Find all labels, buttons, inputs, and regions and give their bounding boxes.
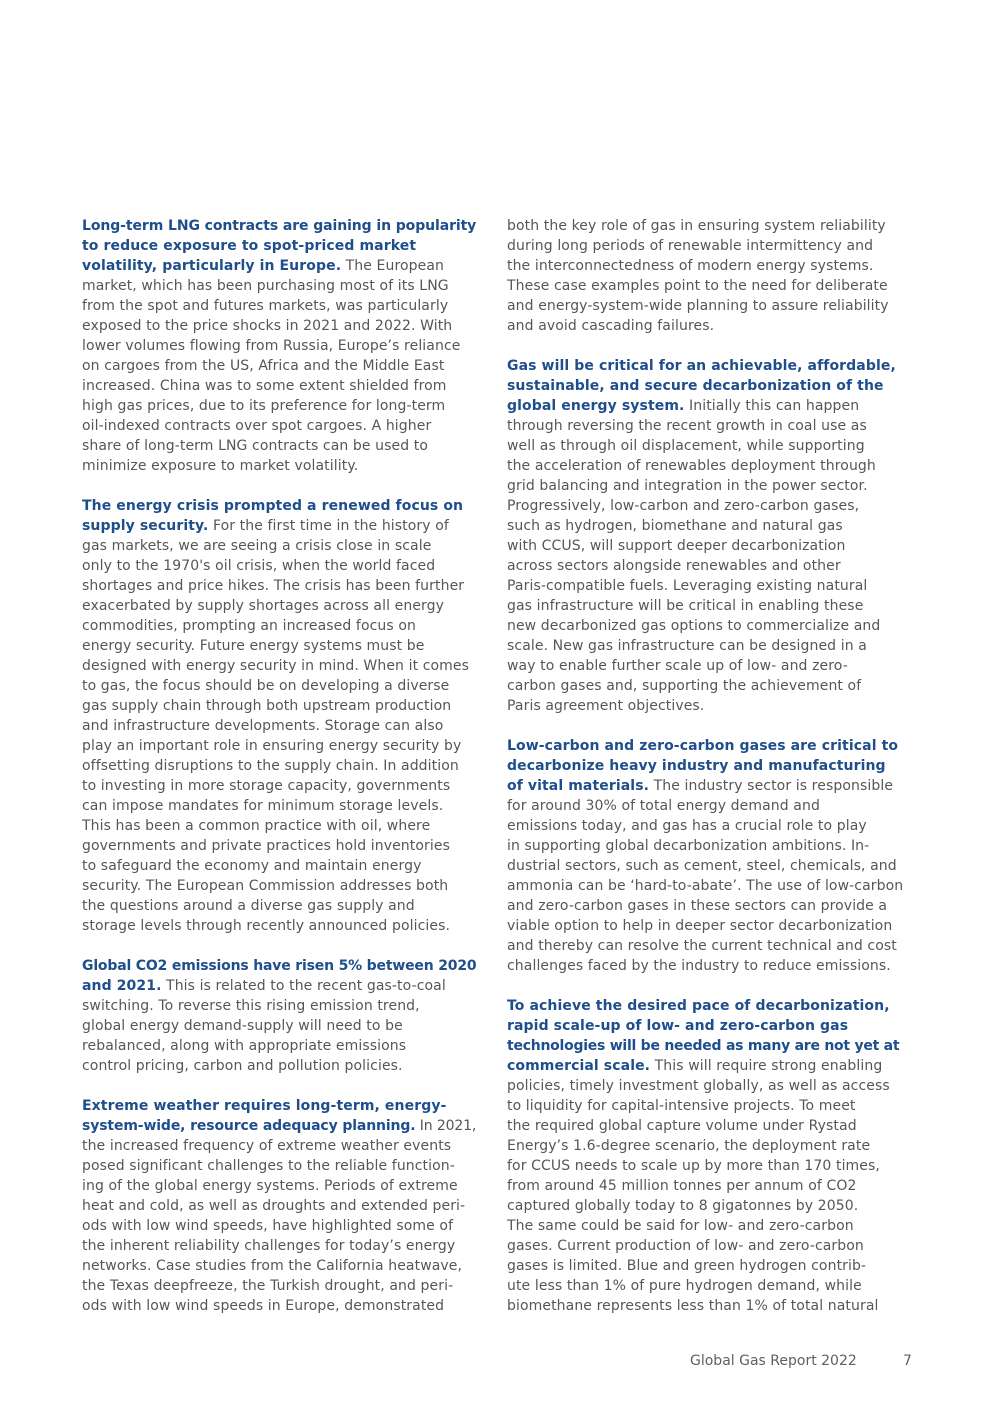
body-text: These case examples point to the need for deliberate <box>507 278 888 294</box>
text-line <box>82 1056 484 1076</box>
text-line <box>507 1076 907 1096</box>
text-line <box>82 896 484 916</box>
body-text: such as hydrogen, biomethane and natural gas <box>507 518 843 534</box>
text-line <box>507 496 907 516</box>
body-text: the inherent reliability challenges for today’s energy <box>82 1238 456 1254</box>
text-line <box>507 296 907 316</box>
text-line <box>82 216 484 236</box>
body-text: energy security. Future energy systems must be <box>82 638 425 654</box>
body-text: Energy’s 1.6-degree scenario, the deployment rate <box>507 1138 871 1154</box>
body-text: well as through oil displacement, while supporting <box>507 438 865 454</box>
paragraph <box>507 356 907 716</box>
body-text: for around 30% of total energy demand and <box>507 798 820 814</box>
text-line <box>507 1156 907 1176</box>
text-line <box>82 1096 484 1116</box>
paragraph-gap <box>82 1076 484 1096</box>
body-text: the required global capture volume under Rystad <box>507 1118 857 1134</box>
paragraph-lead: rapid scale-up of low- and zero-carbon gas <box>507 1018 849 1034</box>
paragraph-lead: to reduce exposure to spot-priced market <box>82 238 417 254</box>
text-line <box>82 596 484 616</box>
paragraph-lead: system-wide, resource adequacy planning. <box>82 1118 416 1134</box>
text-line <box>507 636 907 656</box>
body-text: across sectors alongside renewables and other <box>507 558 841 574</box>
text-line <box>82 376 484 396</box>
body-text: market, which has been purchasing most of its LNG <box>82 278 449 294</box>
text-line <box>82 496 484 516</box>
body-text: and infrastructure developments. Storage can also <box>82 718 444 734</box>
paragraph-gap <box>82 936 484 956</box>
body-text: scale. New gas infrastructure can be designed in a <box>507 638 867 654</box>
text-line <box>82 536 484 556</box>
body-text: on cargoes from the US, Africa and the Middle East <box>82 358 445 374</box>
text-line <box>82 716 484 736</box>
text-line <box>82 696 484 716</box>
text-line <box>507 856 907 876</box>
text-line <box>507 1216 907 1236</box>
paragraph-lead: and 2021. <box>82 978 162 994</box>
page-number: 7 <box>903 1353 912 1369</box>
body-text: from the spot and futures markets, was particularly <box>82 298 449 314</box>
text-line <box>82 316 484 336</box>
text-line <box>507 316 907 336</box>
text-line <box>82 1236 484 1256</box>
body-text: gases. Current production of low- and zero-carbon <box>507 1238 864 1254</box>
body-text: In 2021, <box>415 1118 477 1134</box>
body-text: commodities, prompting an increased focus on <box>82 618 416 634</box>
text-line <box>507 916 907 936</box>
text-line <box>82 656 484 676</box>
text-line <box>507 476 907 496</box>
text-line <box>82 1036 484 1056</box>
text-line <box>507 876 907 896</box>
text-line <box>82 756 484 776</box>
body-text: to gas, the focus should be on developing a diverse <box>82 678 450 694</box>
footer-report-title: Global Gas Report 2022 <box>690 1353 857 1369</box>
body-text: shortages and price hikes. The crisis has been further <box>82 578 465 594</box>
body-text: new decarbonized gas options to commercialize and <box>507 618 881 634</box>
body-text: and energy-system-wide planning to assure reliability <box>507 298 889 314</box>
body-text: policies, timely investment globally, as well as access <box>507 1078 890 1094</box>
body-text: ing of the global energy systems. Periods of extreme <box>82 1178 458 1194</box>
body-text: This has been a common practice with oil, where <box>82 818 431 834</box>
body-text: heat and cold, as well as droughts and extended peri- <box>82 1198 466 1214</box>
paragraph <box>507 216 907 336</box>
body-text: to liquidity for capital-intensive projects. To meet <box>507 1098 856 1114</box>
paragraph <box>82 956 484 1076</box>
body-text: This is related to the recent gas-to-coal <box>161 978 446 994</box>
paragraph-lead: volatility, particularly in Europe. <box>82 258 342 274</box>
text-line <box>507 1056 907 1076</box>
body-text: the interconnectedness of modern energy systems. <box>507 258 874 274</box>
text-line <box>82 916 484 936</box>
paragraph-lead: supply security. <box>82 518 209 534</box>
text-line <box>507 896 907 916</box>
body-text: Initially this can happen <box>684 398 860 414</box>
text-line <box>507 436 907 456</box>
body-text: This will require strong enabling <box>650 1058 883 1074</box>
body-text: high gas prices, due to its preference for long-term <box>82 398 446 414</box>
text-line <box>82 976 484 996</box>
text-line <box>507 1096 907 1116</box>
body-text: gas markets, we are seeing a crisis close in scale <box>82 538 432 554</box>
paragraph-gap <box>507 336 907 356</box>
text-line <box>82 1216 484 1236</box>
paragraph <box>507 996 907 1316</box>
text-line <box>82 416 484 436</box>
body-text: ammonia can be ‘hard-to-abate’. The use of low-carbon <box>507 878 904 894</box>
text-line <box>507 696 907 716</box>
text-line <box>507 836 907 856</box>
paragraph-lead: of vital materials. <box>507 778 650 794</box>
text-line <box>82 1176 484 1196</box>
body-text: and thereby can resolve the current technical and cost <box>507 938 897 954</box>
body-text: storage levels through recently announced policies. <box>82 918 451 934</box>
text-line <box>82 436 484 456</box>
text-line <box>507 536 907 556</box>
text-line <box>82 516 484 536</box>
paragraph-lead: global energy system. <box>507 398 685 414</box>
text-line <box>82 276 484 296</box>
text-line <box>507 576 907 596</box>
text-line <box>82 1256 484 1276</box>
body-text: ods with low wind speeds, have highlighted some of <box>82 1218 454 1234</box>
text-line <box>82 816 484 836</box>
text-line <box>82 796 484 816</box>
body-text: security. The European Commission addresses both <box>82 878 449 894</box>
paragraph-gap <box>82 476 484 496</box>
body-text: only to the 1970's oil crisis, when the world faced <box>82 558 436 574</box>
text-line <box>507 1136 907 1156</box>
body-text: from around 45 million tonnes per annum of CO2 <box>507 1178 857 1194</box>
text-line <box>82 1296 484 1316</box>
text-line <box>507 456 907 476</box>
text-line <box>82 736 484 756</box>
body-text: can impose mandates for minimum storage levels. <box>82 798 444 814</box>
body-text: during long periods of renewable intermittency and <box>507 238 874 254</box>
body-text: grid balancing and integration in the power sector. <box>507 478 868 494</box>
text-line <box>507 736 907 756</box>
text-line <box>507 276 907 296</box>
text-line <box>507 816 907 836</box>
body-text: increased. China was to some extent shielded from <box>82 378 447 394</box>
body-text: governments and private practices hold inventories <box>82 838 450 854</box>
text-line <box>507 776 907 796</box>
body-text: in supporting global decarbonization ambitions. In- <box>507 838 870 854</box>
body-text: viable option to help in deeper sector decarbonization <box>507 918 893 934</box>
text-line <box>507 516 907 536</box>
text-line <box>507 376 907 396</box>
paragraph-lead: sustainable, and secure decarbonization of the <box>507 378 884 394</box>
text-line <box>507 656 907 676</box>
text-line <box>82 856 484 876</box>
text-line <box>82 996 484 1016</box>
body-text: gas infrastructure will be critical in enabling these <box>507 598 864 614</box>
body-text: Progressively, low-carbon and zero-carbon gases, <box>507 498 860 514</box>
paragraph <box>82 216 484 476</box>
text-line <box>507 1256 907 1276</box>
body-text: For the first time in the history of <box>208 518 449 534</box>
text-line <box>507 236 907 256</box>
body-text: global energy demand-supply will need to be <box>82 1018 403 1034</box>
text-line <box>82 876 484 896</box>
text-line <box>82 1276 484 1296</box>
text-line <box>507 1296 907 1316</box>
body-text: offsetting disruptions to the supply chain. In addition <box>82 758 459 774</box>
text-line <box>507 1196 907 1216</box>
text-line <box>82 556 484 576</box>
text-line <box>507 796 907 816</box>
text-line <box>82 1116 484 1136</box>
text-line <box>82 296 484 316</box>
body-text: captured globally today to 8 gigatonnes by 2050. <box>507 1198 859 1214</box>
text-line <box>507 1176 907 1196</box>
text-line <box>507 1116 907 1136</box>
text-line <box>82 396 484 416</box>
body-text: The European <box>341 258 445 274</box>
text-line <box>507 216 907 236</box>
body-text: ods with low wind speeds in Europe, demonstrated <box>82 1298 445 1314</box>
body-text: minimize exposure to market volatility. <box>82 458 359 474</box>
paragraph-lead: The energy crisis prompted a renewed focus on <box>82 498 464 514</box>
text-line <box>507 1036 907 1056</box>
body-text: ute less than 1% of pure hydrogen demand, while <box>507 1278 862 1294</box>
body-text: exposed to the price shocks in 2021 and 2022. With <box>82 318 453 334</box>
text-line <box>507 956 907 976</box>
text-line <box>507 1016 907 1036</box>
body-text: dustrial sectors, such as cement, steel, chemicals, and <box>507 858 897 874</box>
text-line <box>82 256 484 276</box>
paragraph-lead: decarbonize heavy industry and manufacturing <box>507 758 886 774</box>
body-text: way to enable further scale up of low- and zero- <box>507 658 848 674</box>
text-line <box>82 1196 484 1216</box>
text-line <box>507 596 907 616</box>
text-line <box>82 636 484 656</box>
body-text: with CCUS, will support deeper decarbonization <box>507 538 846 554</box>
text-line <box>82 956 484 976</box>
body-text: Paris-compatible fuels. Leveraging existing natural <box>507 578 868 594</box>
paragraph-gap <box>507 976 907 996</box>
paragraph-lead: technologies will be needed as many are not yet at <box>507 1038 900 1054</box>
body-text: oil-indexed contracts over spot cargoes. A higher <box>82 418 432 434</box>
paragraph-lead: commercial scale. <box>507 1058 651 1074</box>
text-line <box>82 456 484 476</box>
text-line <box>507 676 907 696</box>
body-text: lower volumes flowing from Russia, Europe’s reliance <box>82 338 461 354</box>
text-line <box>82 616 484 636</box>
text-line <box>82 836 484 856</box>
paragraph <box>82 496 484 936</box>
body-text: the Texas deepfreeze, the Turkish drought, and peri- <box>82 1278 454 1294</box>
body-text: and avoid cascading failures. <box>507 318 715 334</box>
text-line <box>82 1156 484 1176</box>
body-text: to safeguard the economy and maintain energy <box>82 858 422 874</box>
body-text: rebalanced, along with appropriate emissions <box>82 1038 407 1054</box>
body-text: share of long-term LNG contracts can be used to <box>82 438 429 454</box>
paragraph-lead: Low-carbon and zero-carbon gases are critical to <box>507 738 899 754</box>
body-text: control pricing, carbon and pollution policies. <box>82 1058 403 1074</box>
paragraph <box>82 1096 484 1316</box>
body-text: the increased frequency of extreme weather events <box>82 1138 452 1154</box>
body-text: carbon gases and, supporting the achievement of <box>507 678 862 694</box>
body-text: The same could be said for low- and zero-carbon <box>507 1218 854 1234</box>
text-line <box>82 1136 484 1156</box>
body-text: biomethane represents less than 1% of total natural <box>507 1298 879 1314</box>
body-text: play an important role in ensuring energy security by <box>82 738 462 754</box>
body-text: through reversing the recent growth in coal use as <box>507 418 867 434</box>
text-line <box>82 1016 484 1036</box>
text-line <box>82 236 484 256</box>
paragraph-lead: To achieve the desired pace of decarbonization, <box>507 998 890 1014</box>
text-line <box>82 336 484 356</box>
text-line <box>507 1276 907 1296</box>
paragraph-gap <box>507 716 907 736</box>
text-line <box>507 256 907 276</box>
text-line <box>82 356 484 376</box>
text-line <box>82 676 484 696</box>
left-column <box>82 216 484 1316</box>
body-text: emissions today, and gas has a crucial role to play <box>507 818 867 834</box>
body-text: for CCUS needs to scale up by more than 170 times, <box>507 1158 880 1174</box>
body-text: networks. Case studies from the California heatwave, <box>82 1258 463 1274</box>
paragraph-lead: Extreme weather requires long-term, energy- <box>82 1098 447 1114</box>
text-line <box>507 616 907 636</box>
body-text: both the key role of gas in ensuring system reliability <box>507 218 886 234</box>
paragraph-lead: Gas will be critical for an achievable, affordable, <box>507 358 896 374</box>
body-text: switching. To reverse this rising emission trend, <box>82 998 420 1014</box>
body-text: gas supply chain through both upstream production <box>82 698 452 714</box>
text-line <box>507 356 907 376</box>
body-text: exacerbated by supply shortages across all energy <box>82 598 445 614</box>
body-text: the questions around a diverse gas supply and <box>82 898 415 914</box>
body-text: designed with energy security in mind. When it comes <box>82 658 470 674</box>
text-line <box>82 576 484 596</box>
text-line <box>82 776 484 796</box>
text-line <box>507 556 907 576</box>
body-text: and zero-carbon gases in these sectors can provide a <box>507 898 888 914</box>
paragraph <box>507 736 907 976</box>
body-text: to investing in more storage capacity, governments <box>82 778 451 794</box>
body-text: Paris agreement objectives. <box>507 698 705 714</box>
text-line <box>507 756 907 776</box>
text-line <box>507 396 907 416</box>
paragraph-lead: Long-term LNG contracts are gaining in popularity <box>82 218 477 234</box>
right-column <box>507 216 907 1316</box>
body-text: the acceleration of renewables deployment through <box>507 458 876 474</box>
body-text: challenges faced by the industry to reduce emissions. <box>507 958 891 974</box>
text-line <box>507 416 907 436</box>
text-line <box>507 996 907 1016</box>
body-text: The industry sector is responsible <box>649 778 894 794</box>
body-text: posed significant challenges to the reliable function- <box>82 1158 455 1174</box>
paragraph-lead: Global CO2 emissions have risen 5% between 2020 <box>82 958 477 974</box>
text-line <box>507 1236 907 1256</box>
body-text: gases is limited. Blue and green hydrogen contrib- <box>507 1258 867 1274</box>
text-line <box>507 936 907 956</box>
